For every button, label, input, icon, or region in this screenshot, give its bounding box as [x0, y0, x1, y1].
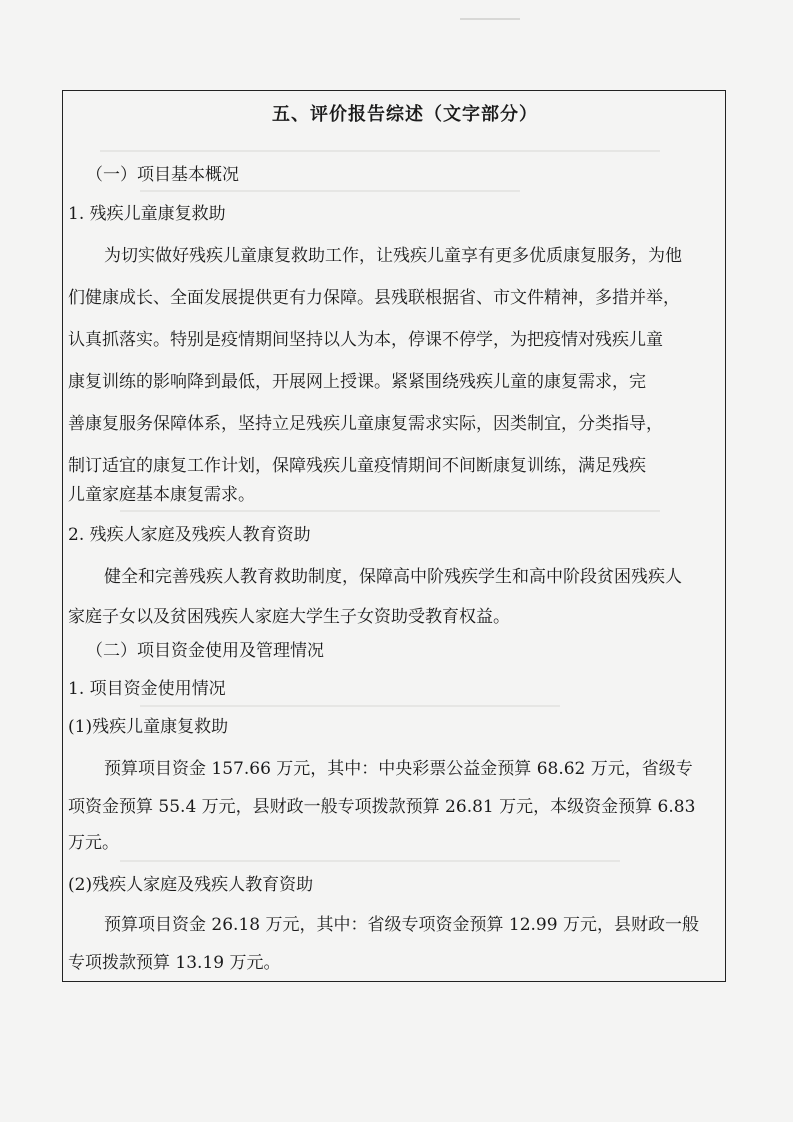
bleed-mark [100, 150, 660, 152]
bleed-mark [120, 860, 620, 862]
sub2-line: 专项拨款预算 13.19 万元。 [68, 953, 281, 973]
item1-line: 制订适宜的康复工作计划，保障残疾儿童疫情期间不间断康复训练，满足残疾 [68, 456, 646, 476]
item1-line: 康复训练的影响降到最低，开展网上授课。紧紧围绕残疾儿童的康复需求，完 [68, 372, 646, 392]
sub1-heading: (1)残疾儿童康复救助 [68, 717, 229, 737]
bleed-mark [120, 510, 660, 512]
item1-line: 善康复服务保障体系，坚持立足残疾儿童康复需求实际，因类制宜，分类指导， [68, 414, 663, 434]
sub2-heading: (2)残疾人家庭及残疾人教育资助 [68, 875, 314, 895]
item2-heading: 2. 残疾人家庭及残疾人教育资助 [68, 525, 311, 545]
item2-line: 健全和完善残疾人教育救助制度，保障高中阶残疾学生和高中阶段贫困残疾人 [104, 567, 682, 587]
item2-line: 家庭子女以及贫困残疾人家庭大学生子女资助受教育权益。 [68, 607, 510, 627]
sub2-line: 预算项目资金 26.18 万元，其中：省级专项资金预算 12.99 万元，县财政一般 [104, 915, 699, 935]
sub1-line: 万元。 [68, 833, 119, 853]
funds-heading: 1. 项目资金使用情况 [68, 679, 226, 699]
bleed-mark [140, 190, 520, 192]
bleed-mark [140, 705, 560, 707]
item1-line: 认真抓落实。特别是疫情期间坚持以人为本，停课不停学，为把疫情对残疾儿童 [68, 330, 663, 350]
bleed-mark [460, 18, 520, 20]
item1-heading: 1. 残疾儿童康复救助 [68, 204, 226, 224]
section-title: 五、评价报告综述（文字部分） [272, 104, 538, 125]
part1-heading: （一）项目基本概况 [86, 165, 239, 185]
sub1-line: 项资金预算 55.4 万元，县财政一般专项拨款预算 26.81 万元，本级资金预算 6.83 [68, 797, 696, 817]
item1-line: 为切实做好残疾儿童康复救助工作，让残疾儿童享有更多优质康复服务，为他 [104, 246, 682, 266]
item1-line: 儿童家庭基本康复需求。 [68, 485, 255, 505]
sub1-line: 预算项目资金 157.66 万元，其中：中央彩票公益金预算 68.62 万元，省级专 [104, 759, 693, 779]
part2-heading: （二）项目资金使用及管理情况 [86, 641, 324, 661]
item1-line: 们健康成长、全面发展提供更有力保障。县残联根据省、市文件精神，多措并举， [68, 288, 680, 308]
